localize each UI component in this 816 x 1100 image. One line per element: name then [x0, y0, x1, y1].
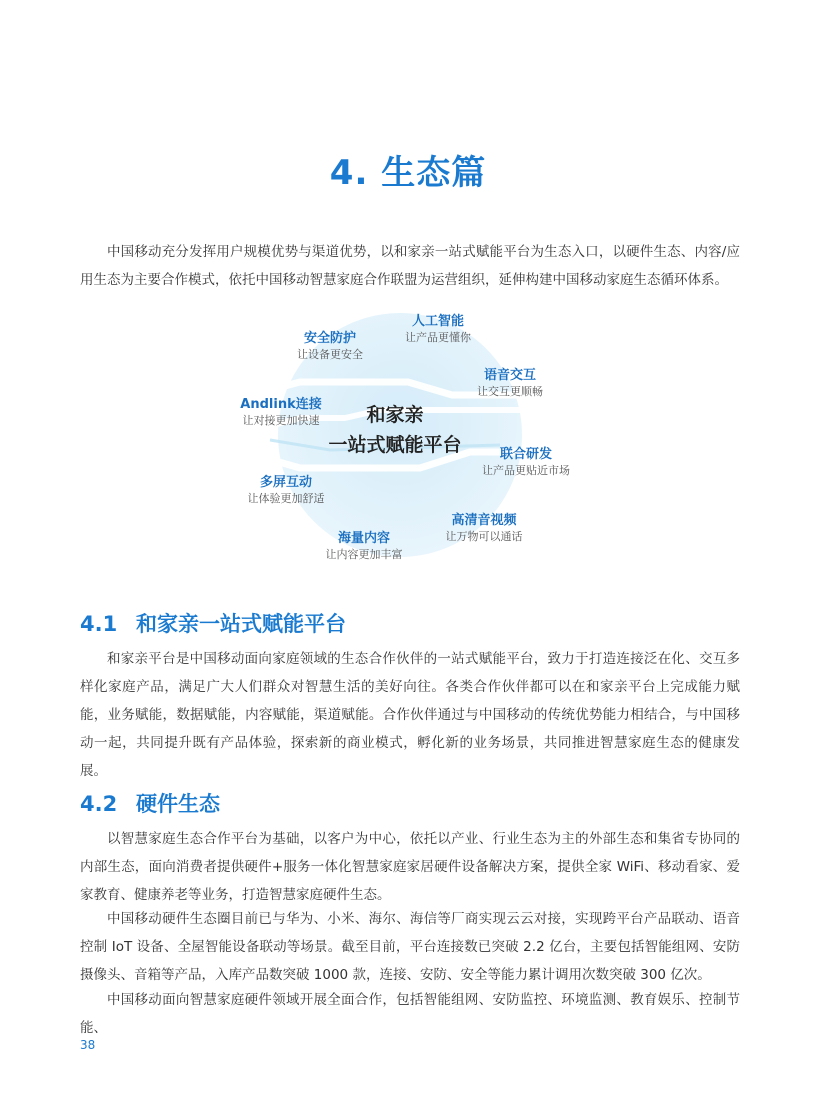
node-title: 人工智能	[411, 314, 464, 329]
node-security	[282, 330, 378, 362]
section-heading-4-2	[80, 788, 220, 818]
node-title: Andlink连接	[240, 397, 322, 412]
node-voice	[462, 367, 558, 399]
center-label-line1: 和家亲	[366, 404, 424, 426]
intro-paragraph: 中国移动充分发挥用户规模优势与渠道优势，以和家亲一站式赋能平台为生态入口，以硬件生态、内容/应用生态为主要合作模式，依托中国移动智慧家庭合作联盟为运营组织，延伸构建中国移动家庭生态循环体系。	[80, 244, 740, 288]
section1-paragraph: 和家亲平台是中国移动面向家庭领域的生态合作伙伴的一站式赋能平台，致力于打造连接泛在化、交互多样化家庭产品，满足广大人们群众对智慧生活的美好向往。各类合作伙伴都可以在和家亲平台上完成能力赋能，业务赋能，数据赋能，内容赋能，渠道赋能。合作伙伴通过与中国移动的传统优势能力相结合，与中国移动一起，共同提升既有产品体验，探索新的商业模式，孵化新的业务场景，共同推进智慧家庭生态的健康发展。	[80, 651, 740, 779]
node-multiscreen	[236, 474, 336, 506]
node-subtitle: 让体验更加舒适	[247, 492, 325, 505]
node-subtitle: 让交互更顺畅	[477, 385, 543, 398]
node-title: 语音交互	[483, 368, 536, 383]
section-number: 4.1	[80, 612, 118, 636]
node-subtitle: 让产品更贴近市场	[482, 464, 570, 477]
node-hd-video	[432, 512, 536, 544]
node-title: 海量内容	[337, 531, 390, 546]
chapter-title: 4. 生态篇	[329, 153, 487, 193]
page-number: 38	[80, 1038, 96, 1052]
section-title: 硬件生态	[136, 792, 220, 816]
section-title: 和家亲一站式赋能平台	[136, 612, 346, 636]
node-title: 联合研发	[499, 447, 552, 462]
node-title: 多屏互动	[259, 475, 312, 490]
ecosystem-diagram	[0, 300, 816, 580]
node-subtitle: 让设备更安全	[297, 348, 363, 361]
section-heading-4-1	[80, 608, 346, 638]
section-number: 4.2	[80, 792, 118, 816]
node-content	[314, 530, 414, 562]
node-subtitle: 让产品更懂你	[405, 331, 471, 344]
node-andlink	[226, 396, 336, 428]
node-joint-rd	[470, 446, 582, 478]
node-title: 安全防护	[303, 331, 356, 346]
center-label-line2: 一站式赋能平台	[328, 434, 462, 456]
node-subtitle: 让内容更加丰富	[325, 548, 403, 561]
node-subtitle: 让万物可以通话	[445, 530, 523, 543]
node-ai	[390, 313, 486, 345]
node-title: 高清音视频	[451, 513, 517, 528]
section2-paragraph-3: 中国移动面向智慧家庭硬件领域开展全面合作，包括智能组网、安防监控、环境监测、教育娱乐、控制节能、	[80, 992, 740, 1036]
section2-paragraph-2: 中国移动硬件生态圈目前已与华为、小米、海尔、海信等厂商实现云云对接，实现跨平台产品联动、语音控制 IoT 设备、全屋智能设备联动等场景。截至目前，平台连接数已突破 2.2 亿台，主要包括智能组网、安防摄像头、音箱等产品，入库产品数突破 1000 款，连接、安防、安全等能力累计调用次数突破 300 亿次。	[80, 911, 740, 983]
section2-paragraph-1: 以智慧家庭生态合作平台为基础，以客户为中心，依托以产业、行业生态为主的外部生态和集省专协同的内部生态，面向消费者提供硬件+服务一体化智慧家庭家居硬件设备解决方案，提供全家 WiFi、移动看家、爱家教育、健康养老等业务，打造智慧家庭硬件生态。	[80, 831, 740, 903]
node-subtitle: 让对接更加快速	[242, 414, 320, 427]
